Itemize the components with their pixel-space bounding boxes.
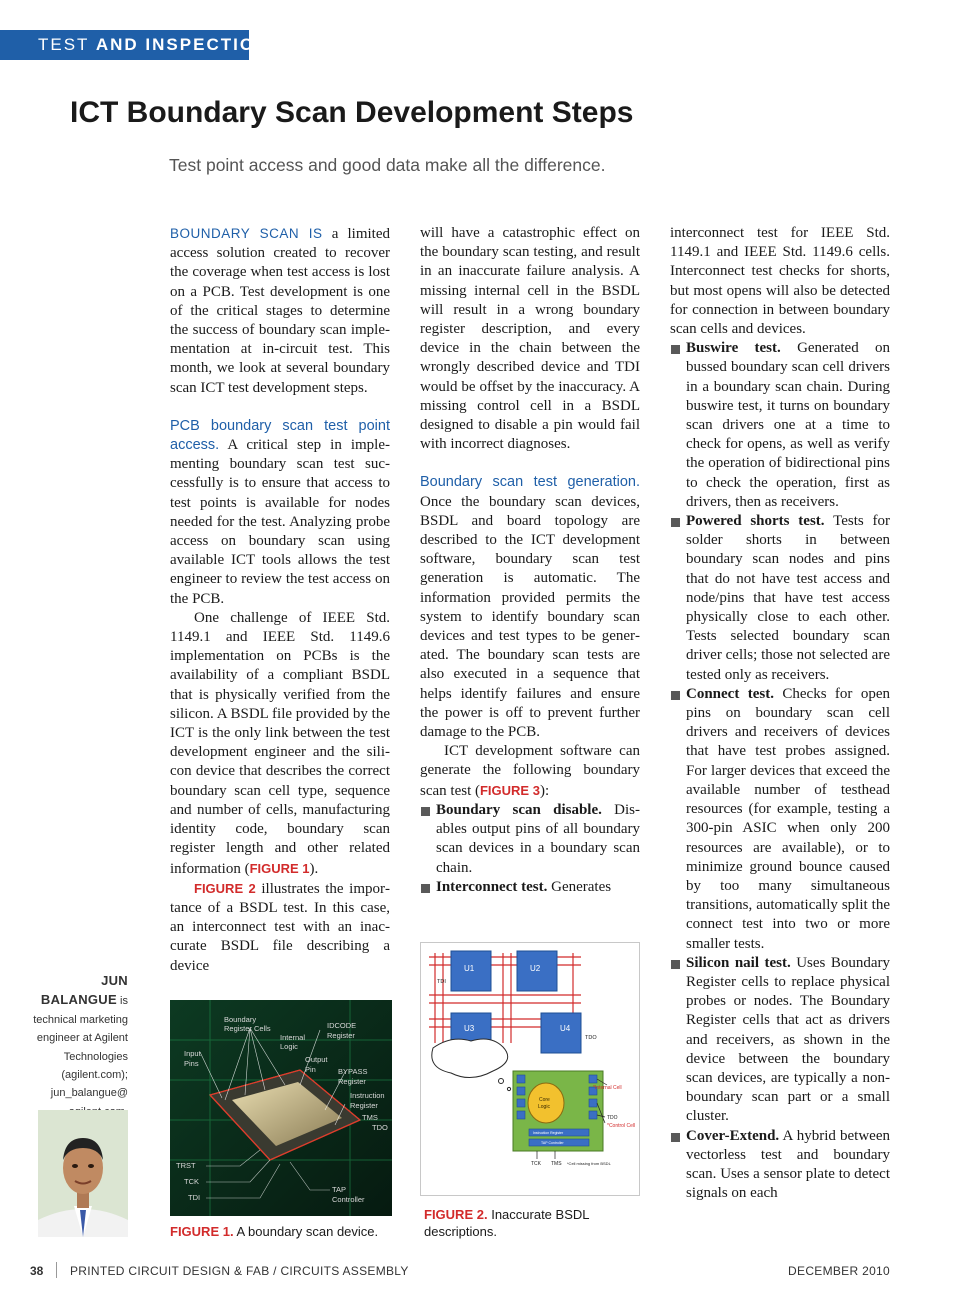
figure-2-caption-text: Inaccurate BSDL descriptions.	[424, 1207, 589, 1239]
fig1-label-trst: TRST	[176, 1161, 196, 1170]
fig2-label-u3: U3	[464, 1024, 475, 1033]
fig1-label-tck: TCK	[184, 1177, 199, 1186]
author-email[interactable]: jun_balangue@	[50, 1087, 128, 1100]
figure-2-label: FIGURE 2.	[424, 1207, 488, 1222]
fig1-label-internal: Internal	[280, 1033, 306, 1042]
figure-1-reference[interactable]: FIGURE 1	[249, 860, 310, 876]
issue-date: DECEMBER 2010	[788, 1264, 890, 1278]
col2-para-1: will have a catastrophic effect on the boundary scan testing, and result in an inaccurate failure analysis. A missing internal cell in the BSDL will result in a wrong boundary register description, and every device in the chain between the wrongly described device and TDI would be offset by the inaccuracy. A missing control cell in a BSDL designed to disable a pin would fail with incorrect diagnoses.	[420, 225, 640, 453]
list-item	[420, 878, 640, 897]
fig2-label-internal-cell: *Internal Cell	[593, 1085, 622, 1091]
fig1-label-output: Output	[305, 1055, 328, 1064]
col2-para-3-end: ):	[539, 782, 550, 799]
col1-para-2	[170, 417, 390, 609]
fig1-label-register-cells: Register Cells	[224, 1024, 271, 1033]
bullet-text: Generates	[551, 878, 612, 895]
col2-para-2	[420, 473, 640, 742]
fig1-label-pins: Pins	[184, 1059, 199, 1068]
article-title: ICT Boundary Scan Development Steps	[70, 96, 634, 129]
author-portrait-illustration	[38, 1110, 128, 1237]
fig1-label-instruction-register: Register	[350, 1101, 378, 1110]
fig1-label-idcode: IDCODE	[327, 1021, 357, 1030]
bullet-term: Silicon nail test.	[686, 954, 791, 971]
figure-3-reference[interactable]: FIGURE 3	[479, 782, 540, 798]
fig1-label-input: Input	[184, 1049, 201, 1058]
bullet-term: Boundary scan disable.	[436, 801, 602, 818]
col2-para-3-text: ICT development software can generate the following boundary scan test (	[420, 743, 640, 799]
fig2-label-tdo-chain: TDO	[585, 1035, 597, 1041]
test-list-part-1	[420, 801, 640, 897]
figure-1-caption-text: A boundary scan device.	[236, 1224, 379, 1239]
section-tag-bold: AND INSPECTION	[95, 35, 270, 54]
col1-para-4	[170, 879, 390, 976]
lead-in: BOUNDARY SCAN IS	[170, 226, 323, 241]
bullet-term: Powered shorts test.	[686, 513, 825, 530]
figure-2-inaccurate-bsdl	[420, 942, 640, 1196]
footer-divider	[56, 1262, 57, 1278]
figure-1-label: FIGURE 1.	[170, 1224, 234, 1239]
bullet-term: Connect test.	[686, 685, 774, 702]
author-bio-is: is	[120, 995, 128, 1008]
fig2-label-tap-controller: TAP Controller	[541, 1141, 564, 1145]
col1-para-1-text: a limited access solution created to recover the coverage when test access is lost on a PCB. Test development is one of the critical stages to determine the success of boundary scan implementation at in-circuit test. This month, we look at several boundary scan ICT test development steps.	[170, 226, 390, 396]
col2-para-3	[420, 742, 640, 801]
fig2-label-control-cell: *Control Cell	[607, 1123, 636, 1129]
fig2-label-logic: Logic	[538, 1104, 550, 1110]
list-item	[670, 685, 890, 954]
figure-2-caption	[424, 1206, 640, 1240]
fig1-label-tdo: TDO	[372, 1123, 388, 1132]
col1-para-4-text: illustrates the importance of a BSDL test. In this case, an interconnect test with an inaccurate BSDL file describing a device	[170, 880, 390, 974]
fig2-label-tck: TCK	[531, 1161, 541, 1167]
page-footer	[0, 1262, 960, 1280]
bullet-text: Disables output pins of all boundary scan devices in a boundary scan chain.	[436, 801, 641, 876]
fig2-label-u2: U2	[530, 964, 541, 973]
fig1-label-idcode-register: Register	[327, 1031, 355, 1040]
list-item	[670, 512, 890, 685]
col2-para-2-text: Once the boundary scan devices, BSDL and board topology are described to the ICT development software, boundary scan test generation is automatic. The information provided permits the system to identify boundary scan devices and test types to be generated. The boundary scan tests are also executed in a sequence that helps identify failures and ensure the power is off to prevent further damage to the PCB.	[420, 493, 640, 741]
fig2-label-u1: U1	[464, 964, 475, 973]
fig1-label-boundary: Boundary	[224, 1015, 257, 1024]
test-list-part-2	[670, 339, 890, 1203]
author-photo	[38, 1110, 128, 1237]
fig2-label-tms: TMS	[551, 1161, 562, 1167]
fig2-label-u4: U4	[560, 1024, 571, 1033]
section-tag	[0, 30, 270, 60]
subhead-test-point-access: PCB boundary scan test point access.	[170, 417, 390, 454]
list-item	[670, 954, 890, 1127]
fig1-label-pin: Pin	[305, 1065, 316, 1074]
column-1	[170, 224, 390, 976]
bullet-text: Uses Boundary Register cells to replace physical probes or nodes. The Boundary Register cells that act as drivers and receivers, as shown in the device between the boundary scan devices, are typically a non-boundary scan part or a small cluster.	[686, 954, 891, 1125]
col1-para-2-text: A critical step in implementing boundary scan test successfully is to ensure that access to test points is available for nodes needed for the test. Analyzing probe access on boundary scan using available ICT tools allows the test engineer to review the test access on the PCB.	[170, 437, 390, 607]
author-bio	[26, 972, 128, 1121]
fig1-label-logic: Logic	[280, 1042, 298, 1051]
bullet-term: Cover-Extend.	[686, 1127, 780, 1144]
col1-para-3-end: ).	[309, 860, 319, 877]
fig1-label-tap: TAP	[332, 1185, 347, 1194]
author-bio-line: engineer at Agilent	[36, 1032, 128, 1045]
col1-para-1	[170, 224, 390, 398]
list-item	[670, 1127, 890, 1204]
fig1-label-instruction: Instruction	[350, 1091, 385, 1100]
article-deck: Test point access and good data make all the difference.	[169, 155, 606, 175]
author-bio-line: Technologies	[63, 1050, 128, 1063]
figure-1-boundary-scan-device	[170, 1000, 392, 1216]
bullet-text: Tests for solder shorts in between boundary scan nodes and pins that do not have test access and node/pins that have test access physically close to each other. Tests selected boundary scan driver cells; those not selected are tested only as receivers.	[686, 513, 890, 683]
figure-1-caption	[170, 1223, 410, 1240]
fig1-label-controller: Controller	[332, 1195, 365, 1204]
author-name: JUN BALANGUE	[40, 973, 128, 1008]
fig1-label-bypass: BYPASS	[338, 1067, 368, 1076]
fig1-label-bypass-register: Register	[338, 1077, 366, 1086]
author-bio-line: technical marketing	[33, 1013, 128, 1026]
fig2-label-note: *Cell missing from BSDL	[567, 1161, 611, 1166]
subhead-test-generation: Boundary scan test generation.	[420, 474, 640, 491]
author-website[interactable]: (agilent.com);	[61, 1069, 128, 1082]
page-number: 38	[30, 1264, 44, 1278]
col1-para-3	[170, 609, 390, 879]
list-item	[670, 339, 890, 512]
bullet-text: A hybrid between vectorless test and boundary scan. Uses a sensor plate to detect signals on each	[686, 1127, 890, 1202]
figure-2-reference[interactable]: FIGURE 2	[194, 880, 256, 896]
list-item	[420, 801, 640, 878]
column-2	[420, 224, 640, 897]
column-3	[670, 224, 890, 1203]
fig2-label-core: Core	[539, 1097, 550, 1103]
publication-name: PRINTED CIRCUIT DESIGN & FAB / CIRCUITS ASSEMBLY	[70, 1264, 409, 1278]
fig2-label-tdo: TDO	[607, 1115, 618, 1121]
col1-para-3-text: One challenge of IEEE Std. 1149.1 and IEEE Std. 1149.6 implementation on PCBs is the availability of a compliant BSDL that is physically verified from the silicon. A BSDL file provided by the ICT is the only link between the test development engineer and the silicon device that describes the correct boundary scan cell type, sequence and number of cells, manufacturing identity code, boundary scan register length and other related information (	[170, 609, 390, 877]
bullet-text: Checks for open pins on boundary scan cell drivers and receivers of devices that have test probes assigned. For larger devices that exceed the available number of testhead resources (for example, testing a 300-pin ASIC when only 200 resources are available), or to minimize ground bounce caused by too many simultaneous transitions, automatically split the connect test into two or more smaller tests.	[686, 685, 890, 952]
fig2-label-tdi: TDI	[437, 979, 446, 985]
fig1-label-tdi: TDI	[188, 1193, 201, 1202]
col3-para-1: interconnect test for IEEE Std. 1149.1 and IEEE Std. 1149.6 cells. Interconnect test checks for shorts, but most opens will also be detected for connection in between boundary scan cells and devices.	[670, 225, 890, 338]
bullet-text: Generated on bussed boundary scan cell drivers in a boundary scan chain. During buswire test, it turns on boundary scan drivers one at a time to check for opens, as well as verify the operation of bidirectional pins to check the operation, first as drivers, then as receivers.	[686, 340, 890, 510]
bullet-term: Interconnect test.	[436, 878, 548, 895]
section-tag-light: TEST	[38, 35, 90, 54]
bullet-term: Buswire test.	[686, 340, 781, 357]
fig2-label-instruction-register: Instruction Register	[533, 1131, 564, 1135]
fig1-label-tms: TMS	[362, 1113, 378, 1122]
